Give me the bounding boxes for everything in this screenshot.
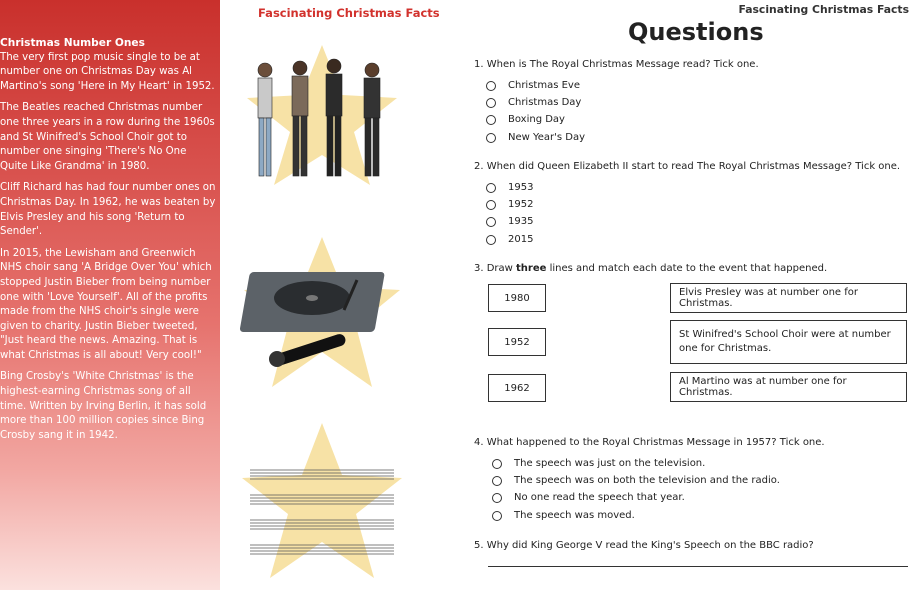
radio-icon[interactable]	[492, 476, 502, 486]
event-box-2[interactable]: St Winifred's School Choir were at number one for Christmas.	[670, 320, 907, 364]
option-label: The speech was on both the television and the radio.	[514, 475, 780, 486]
q1-option-1[interactable]	[486, 80, 580, 91]
option-label: 2015	[508, 234, 534, 245]
event-box-3[interactable]: Al Martino was at number one for Christmas.	[670, 372, 907, 402]
date-box-2[interactable]: 1952	[488, 328, 546, 356]
right-page-title: Fascinating Christmas Facts	[738, 3, 909, 16]
questions-title: Questions	[628, 18, 764, 46]
q1-option-3[interactable]	[486, 114, 565, 125]
q2-option-2[interactable]	[486, 199, 533, 210]
q1-option-2[interactable]	[486, 97, 581, 108]
fact-paragraph: The Beatles reached Christmas number one three years in a row during the 1960s and St Winifred's School Choir got to number one singing 'There's No One Quite Like Grandma' in 1980.	[0, 102, 215, 172]
facts-panel	[0, 0, 220, 590]
fact-paragraph: The very first pop music single to be at number one on Christmas Day was Al Martino's song 'Here in My Heart' in 1952.	[0, 51, 215, 92]
date-box-1[interactable]: 1980	[488, 284, 546, 312]
event-box-1[interactable]: Elvis Presley was at number one for Christmas.	[670, 283, 907, 313]
sheet-music-illustration	[232, 420, 412, 580]
fact-paragraph: In 2015, the Lewisham and Greenwich NHS choir sang 'A Bridge Over You' which stopped Justin Bieber from being number one with 'Love Yourself'. All of the profits made from the NHS choir's single were given to charity. Justin Bieber tweeted, "Just heard the news. Amazing. That is what Christmas is all about! Very cool!"	[0, 247, 212, 361]
option-label: The speech was just on the television.	[514, 458, 706, 469]
answer-line[interactable]	[488, 566, 908, 567]
option-label: Christmas Day	[508, 97, 582, 108]
q4-option-2[interactable]	[492, 475, 780, 486]
q2-option-3[interactable]	[486, 216, 533, 227]
q2-option-4[interactable]	[486, 234, 533, 245]
radio-icon[interactable]	[486, 217, 496, 227]
fact-paragraph: Bing Crosby's 'White Christmas' is the highest-earning Christmas song of all time. Written by Irving Berlin, it has sold more than 100 million copies since Bing Crosby sang it in 1942.	[0, 371, 207, 441]
q2-option-1[interactable]	[486, 182, 533, 193]
radio-icon[interactable]	[486, 133, 496, 143]
radio-icon[interactable]	[486, 183, 496, 193]
radio-icon[interactable]	[486, 200, 496, 210]
radio-icon[interactable]	[492, 459, 502, 469]
middle-page-title: Fascinating Christmas Facts	[258, 6, 440, 20]
radio-icon[interactable]	[486, 235, 496, 245]
option-label: Boxing Day	[508, 114, 565, 125]
radio-icon[interactable]	[492, 511, 502, 521]
facts-text	[0, 36, 216, 450]
question-1: 1. When is The Royal Christmas Message read? Tick one.	[474, 59, 759, 70]
radio-icon[interactable]	[486, 98, 496, 108]
option-label: The speech was moved.	[514, 510, 635, 521]
fact-paragraph: Cliff Richard has had four number ones on Christmas Day. In 1962, he was beaten by Elvis Presley and his song 'Return to Sender'.	[0, 182, 216, 238]
option-label: Christmas Eve	[508, 80, 580, 91]
option-label: 1953	[508, 182, 534, 193]
q4-option-1[interactable]	[492, 458, 705, 469]
option-label: 1952	[508, 199, 534, 210]
question-3: 3. Draw three lines and match each date to the event that happened.	[474, 263, 828, 274]
facts-heading: Christmas Number Ones	[0, 37, 145, 49]
q4-option-3[interactable]	[492, 492, 685, 503]
question-2: 2. When did Queen Elizabeth II start to read The Royal Christmas Message? Tick one.	[474, 161, 901, 172]
date-box-3[interactable]: 1962	[488, 374, 546, 402]
q1-option-4[interactable]	[486, 132, 585, 143]
question-5: 5. Why did King George V read the King's Speech on the BBC radio?	[474, 540, 814, 551]
q4-option-4[interactable]	[492, 510, 635, 521]
radio-icon[interactable]	[486, 115, 496, 125]
beatles-illustration	[232, 40, 412, 190]
option-label: No one read the speech that year.	[514, 492, 685, 503]
star-shape	[242, 423, 402, 578]
radio-icon[interactable]	[492, 493, 502, 503]
option-label: New Year's Day	[508, 132, 586, 143]
radio-icon[interactable]	[486, 81, 496, 91]
option-label: 1935	[508, 216, 534, 227]
question-4: 4. What happened to the Royal Christmas Message in 1957? Tick one.	[474, 437, 825, 448]
turntable-illustration	[232, 232, 412, 392]
